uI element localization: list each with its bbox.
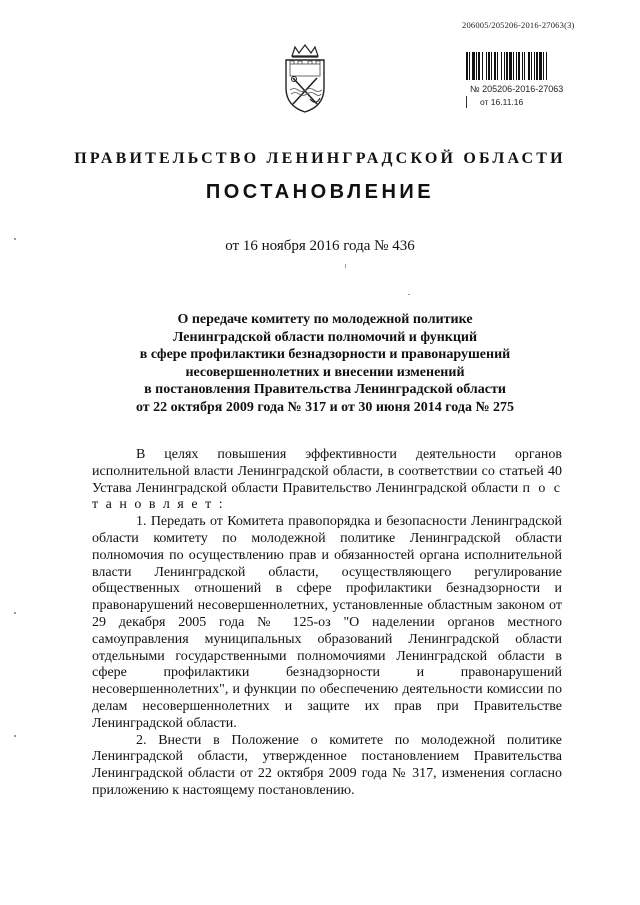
issuing-authority: ПРАВИТЕЛЬСТВО ЛЕНИНГРАДСКОЙ ОБЛАСТИ: [74, 150, 566, 167]
paragraph-1: 1. Передать от Комитета правопорядка и безопасности Ленинградской области комитету по молодежной политике Ленинградской области полномочия по осуществлению прав и обязанностей органа исполнительной власти Ленинградской области, осуществляющего регулирование общественных отношений в сфере профилактики безнадзорности и правонарушений несовершеннолетних, установленные областным законом от 29 декабря 2005 года № 125-оз "О наделении органов местного самоуправления муниципальных образований Ленинградской области отдельными государственными полномочиями Ленинградской области в сфере профилактики безнадзорности и правонарушений несовершеннолетних", и функции по обеспечению деятельности комиссии по делам несовершеннолетних и защите их прав при Правительстве Ленинградской области.: [92, 514, 562, 731]
title-line: в постановления Правительства Ленинградской области: [144, 382, 506, 398]
coat-of-arms-icon: [280, 44, 330, 114]
document-reference-number: 206005/205206-2016-27063(3): [462, 20, 575, 30]
scan-mark: [408, 294, 410, 295]
scan-mark: [14, 612, 16, 614]
title-line: О передаче комитету по молодежной политике: [177, 312, 473, 327]
decree-date-number: от 16 ноября 2016 года № 436: [225, 238, 415, 254]
title-line: несовершеннолетних и внесении изменений: [185, 364, 465, 380]
scan-mark: [14, 735, 16, 737]
title-line: Ленинградской области полномочий и функций: [172, 329, 478, 345]
margin-mark: [466, 96, 467, 108]
paragraph-2: 2. Внести в Положение о комитете по молодежной политике Ленинградской области, утвержденное постановлением Правительства Ленинградской области от 22 октября 2009 года № 317, изменения согласно приложению к настоящему постановлению.: [92, 732, 562, 798]
decree-title: [90, 311, 560, 417]
title-line: от 22 октября 2009 года № 317 и от 30 июня 2014 года № 275: [135, 399, 515, 415]
title-line: в сфере профилактики безнадзорности и правонарушений: [139, 347, 511, 363]
registration-date: от 16.11.16: [480, 97, 524, 107]
document-type: ПОСТАНОВЛЕНИЕ: [205, 181, 435, 203]
registration-number: № 205206-2016-27063: [470, 84, 564, 94]
preamble-paragraph: [92, 447, 562, 514]
scan-mark: [345, 264, 346, 268]
resolves-word: п о с т а н о в л я е т :: [92, 480, 563, 513]
barcode: [466, 52, 590, 80]
scan-mark: [14, 238, 16, 240]
decree-body: [92, 447, 562, 800]
preamble-text: В целях повышения эффективности деятельности органов исполнительной власти Ленинградской области, в соответствии со статьей 40 Устава Ленинградской области Правительство Ленинградской области: [92, 447, 562, 496]
